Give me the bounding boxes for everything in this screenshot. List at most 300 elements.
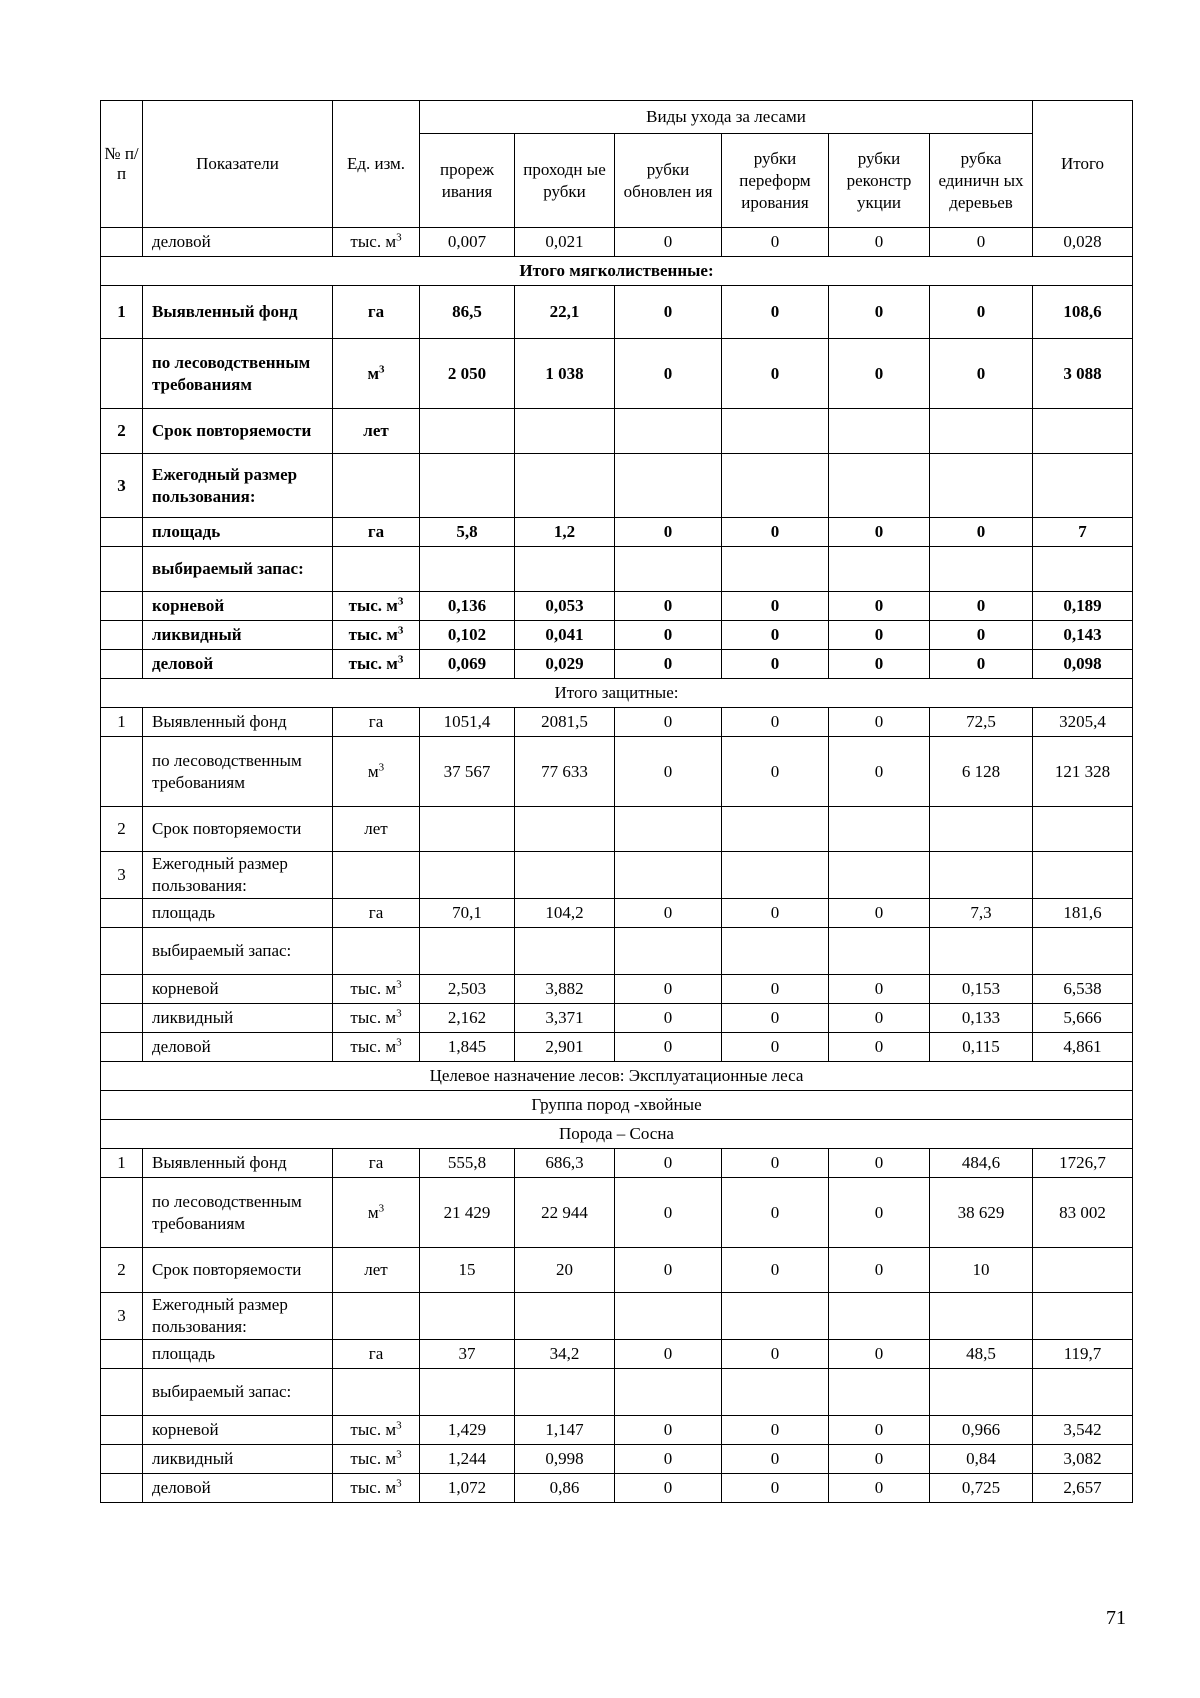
cell-total — [1033, 409, 1133, 454]
unit-text: тыс. м — [348, 625, 398, 644]
cell-value — [829, 409, 930, 454]
cell-value: 0,029 — [515, 650, 615, 679]
cell-value — [722, 852, 829, 899]
forest-care-table-container — [100, 100, 1132, 1503]
cell-value — [722, 547, 829, 592]
row-indicator: ликвидный — [143, 621, 333, 650]
cell-value: 0 — [722, 621, 829, 650]
cell-value: 10 — [930, 1248, 1033, 1293]
cell-value: 0 — [615, 228, 722, 257]
row-indicator: корневой — [143, 975, 333, 1004]
row-unit — [333, 852, 420, 899]
cell-value — [722, 928, 829, 975]
row-num: 1 — [101, 1149, 143, 1178]
header-col-passage-cutting: проходн ые рубки — [515, 134, 615, 228]
cell-value: 0 — [722, 975, 829, 1004]
row-unit — [333, 621, 420, 650]
row-indicator: площадь — [143, 1340, 333, 1369]
cell-value — [615, 852, 722, 899]
table-row — [101, 650, 1133, 679]
table-row — [101, 1293, 1133, 1340]
row-num — [101, 1369, 143, 1416]
cell-value: 0,053 — [515, 592, 615, 621]
cell-value — [515, 928, 615, 975]
row-indicator: Ежегодный размер пользования: — [143, 1293, 333, 1340]
cell-value: 0 — [930, 592, 1033, 621]
cell-value — [420, 454, 515, 518]
table-row — [101, 592, 1133, 621]
cell-value: 0 — [615, 1149, 722, 1178]
cell-value — [829, 807, 930, 852]
table-row — [101, 975, 1133, 1004]
row-indicator: площадь — [143, 899, 333, 928]
cell-value: 1,845 — [420, 1033, 515, 1062]
unit-exponent: 3 — [378, 1201, 385, 1214]
cell-value: 0 — [615, 650, 722, 679]
cell-value: 0 — [722, 650, 829, 679]
cell-total — [1033, 1248, 1133, 1293]
cell-total — [1033, 928, 1133, 975]
header-col-single-tree-cutting: рубка единичн ых деревьев — [930, 134, 1033, 228]
cell-value: 0 — [615, 518, 722, 547]
cell-value — [930, 409, 1033, 454]
cell-value: 2,901 — [515, 1033, 615, 1062]
cell-value: 0,966 — [930, 1416, 1033, 1445]
cell-total: 121 328 — [1033, 737, 1133, 807]
cell-value: 0 — [615, 899, 722, 928]
row-unit — [333, 1033, 420, 1062]
cell-value: 0 — [615, 1474, 722, 1503]
unit-text: м — [367, 761, 379, 781]
row-unit — [333, 339, 420, 409]
row-num — [101, 1178, 143, 1248]
unit-text: тыс. м — [348, 654, 398, 673]
table-row — [101, 409, 1133, 454]
cell-value: 6 128 — [930, 737, 1033, 807]
cell-value — [615, 807, 722, 852]
cell-value: 3,882 — [515, 975, 615, 1004]
row-unit — [333, 1445, 420, 1474]
row-num — [101, 975, 143, 1004]
row-indicator: выбираемый запас: — [143, 547, 333, 592]
row-indicator: деловой — [143, 1033, 333, 1062]
cell-value: 21 429 — [420, 1178, 515, 1248]
cell-value: 0 — [829, 1248, 930, 1293]
row-indicator: Выявленный фонд — [143, 286, 333, 339]
cell-value: 0 — [829, 1033, 930, 1062]
table-body — [101, 228, 1133, 1503]
cell-total: 119,7 — [1033, 1340, 1133, 1369]
cell-value: 0,136 — [420, 592, 515, 621]
cell-value: 0 — [930, 621, 1033, 650]
section-title: Группа пород -хвойные — [101, 1091, 1133, 1120]
row-num: 3 — [101, 454, 143, 518]
table-row — [101, 286, 1133, 339]
cell-value: 7,3 — [930, 899, 1033, 928]
unit-exponent: 3 — [396, 1036, 402, 1049]
cell-value — [515, 1293, 615, 1340]
cell-value: 0 — [829, 592, 930, 621]
unit-exponent: 3 — [396, 1007, 402, 1020]
cell-value: 2,162 — [420, 1004, 515, 1033]
row-unit — [333, 1369, 420, 1416]
cell-total: 181,6 — [1033, 899, 1133, 928]
cell-value: 15 — [420, 1248, 515, 1293]
cell-value — [615, 928, 722, 975]
row-num — [101, 621, 143, 650]
row-indicator: по лесоводственным требованиям — [143, 737, 333, 807]
cell-value: 0 — [722, 708, 829, 737]
page-number: 71 — [1106, 1607, 1126, 1629]
table-row — [101, 228, 1133, 257]
cell-value: 0 — [930, 339, 1033, 409]
row-unit — [333, 286, 420, 339]
cell-value: 0 — [615, 1445, 722, 1474]
cell-total: 0,143 — [1033, 621, 1133, 650]
cell-value — [930, 1293, 1033, 1340]
cell-value: 0 — [615, 286, 722, 339]
unit-exponent: 3 — [396, 1448, 402, 1461]
cell-value: 0 — [722, 228, 829, 257]
cell-value — [420, 928, 515, 975]
section-row — [101, 1120, 1133, 1149]
cell-value: 0,725 — [930, 1474, 1033, 1503]
cell-value: 0 — [722, 1149, 829, 1178]
cell-value: 0 — [722, 737, 829, 807]
unit-text: лет — [363, 421, 389, 440]
cell-value — [420, 807, 515, 852]
cell-value — [829, 547, 930, 592]
cell-value: 0 — [930, 228, 1033, 257]
cell-value: 0 — [615, 1178, 722, 1248]
cell-total: 0,098 — [1033, 650, 1133, 679]
row-num: 3 — [101, 852, 143, 899]
cell-value: 0 — [930, 650, 1033, 679]
cell-value: 0 — [722, 899, 829, 928]
cell-value: 0 — [829, 286, 930, 339]
cell-value: 1,429 — [420, 1416, 515, 1445]
cell-value: 0,84 — [930, 1445, 1033, 1474]
cell-value: 0 — [615, 737, 722, 807]
row-num: 2 — [101, 807, 143, 852]
cell-value: 0 — [615, 1033, 722, 1062]
cell-total: 0,189 — [1033, 592, 1133, 621]
cell-value: 686,3 — [515, 1149, 615, 1178]
header-unit: Ед. изм. — [333, 101, 420, 228]
cell-value: 104,2 — [515, 899, 615, 928]
cell-total — [1033, 1293, 1133, 1340]
header-num: № п/п — [101, 101, 143, 228]
row-unit — [333, 454, 420, 518]
cell-total: 3,542 — [1033, 1416, 1133, 1445]
row-indicator: по лесоводственным требованиям — [143, 339, 333, 409]
cell-value: 555,8 — [420, 1149, 515, 1178]
table-row — [101, 928, 1133, 975]
row-unit — [333, 1178, 420, 1248]
unit-exponent: 3 — [397, 624, 404, 637]
row-num — [101, 737, 143, 807]
cell-total: 108,6 — [1033, 286, 1133, 339]
cell-value — [930, 807, 1033, 852]
cell-value: 1,2 — [515, 518, 615, 547]
cell-total — [1033, 454, 1133, 518]
cell-total: 6,538 — [1033, 975, 1133, 1004]
cell-value: 70,1 — [420, 899, 515, 928]
cell-value: 0 — [615, 339, 722, 409]
unit-exponent: 3 — [396, 231, 402, 244]
row-unit — [333, 928, 420, 975]
cell-value: 0 — [829, 1445, 930, 1474]
row-indicator: выбираемый запас: — [143, 928, 333, 975]
header-col-reconstruction-cutting: рубки реконстр укции — [829, 134, 930, 228]
row-unit — [333, 518, 420, 547]
row-unit — [333, 975, 420, 1004]
cell-total: 4,861 — [1033, 1033, 1133, 1062]
cell-value: 0 — [930, 286, 1033, 339]
cell-value: 0 — [722, 1004, 829, 1033]
row-unit — [333, 1416, 420, 1445]
section-title: Целевое назначение лесов: Эксплуатационные леса — [101, 1062, 1133, 1091]
table-row — [101, 1178, 1133, 1248]
unit-exponent: 3 — [397, 653, 404, 666]
cell-value: 0 — [615, 592, 722, 621]
cell-value: 0,102 — [420, 621, 515, 650]
row-num — [101, 1033, 143, 1062]
cell-total — [1033, 807, 1133, 852]
cell-value: 2081,5 — [515, 708, 615, 737]
row-indicator: Ежегодный размер пользования: — [143, 852, 333, 899]
row-indicator: Выявленный фонд — [143, 708, 333, 737]
row-unit — [333, 708, 420, 737]
header-row-1 — [101, 101, 1133, 134]
cell-value: 0 — [829, 708, 930, 737]
cell-value — [829, 928, 930, 975]
cell-value — [829, 1369, 930, 1416]
unit-exponent: 3 — [397, 595, 404, 608]
header-indicator: Показатели — [143, 101, 333, 228]
row-unit — [333, 592, 420, 621]
cell-value: 0 — [829, 737, 930, 807]
section-title: Итого мягколиственные: — [101, 257, 1133, 286]
cell-value: 0 — [930, 518, 1033, 547]
cell-value: 1,147 — [515, 1416, 615, 1445]
cell-value — [420, 547, 515, 592]
row-unit — [333, 547, 420, 592]
cell-value — [420, 852, 515, 899]
cell-value — [515, 547, 615, 592]
unit-exponent: 3 — [396, 1419, 402, 1432]
cell-value: 2 050 — [420, 339, 515, 409]
unit-text: тыс. м — [348, 596, 398, 615]
row-unit — [333, 1149, 420, 1178]
cell-value: 0 — [829, 1178, 930, 1248]
cell-value — [420, 1369, 515, 1416]
cell-value: 0,86 — [515, 1474, 615, 1503]
section-row — [101, 679, 1133, 708]
row-unit — [333, 1474, 420, 1503]
cell-total: 0,028 — [1033, 228, 1133, 257]
cell-total: 83 002 — [1033, 1178, 1133, 1248]
unit-text: га — [368, 712, 384, 731]
cell-total — [1033, 547, 1133, 592]
row-indicator: ликвидный — [143, 1445, 333, 1474]
forest-care-table — [100, 100, 1133, 1503]
unit-text: тыс. м — [350, 1478, 397, 1497]
cell-value: 5,8 — [420, 518, 515, 547]
row-unit — [333, 409, 420, 454]
row-indicator: корневой — [143, 1416, 333, 1445]
cell-value — [615, 1369, 722, 1416]
row-num: 1 — [101, 708, 143, 737]
unit-text: га — [368, 903, 384, 922]
cell-value — [515, 852, 615, 899]
row-num: 2 — [101, 1248, 143, 1293]
cell-value — [722, 1293, 829, 1340]
cell-value: 0 — [615, 1004, 722, 1033]
cell-value: 0 — [722, 1416, 829, 1445]
cell-total: 1726,7 — [1033, 1149, 1133, 1178]
table-row — [101, 1416, 1133, 1445]
table-row — [101, 1248, 1133, 1293]
cell-value: 0 — [829, 975, 930, 1004]
cell-value: 38 629 — [930, 1178, 1033, 1248]
cell-value: 0 — [722, 1033, 829, 1062]
cell-total: 2,657 — [1033, 1474, 1133, 1503]
header-col-thinning: прореж ивания — [420, 134, 515, 228]
cell-value: 0,998 — [515, 1445, 615, 1474]
cell-value: 20 — [515, 1248, 615, 1293]
cell-value: 0,007 — [420, 228, 515, 257]
cell-value: 0 — [829, 899, 930, 928]
cell-value: 0 — [615, 708, 722, 737]
cell-value: 1 038 — [515, 339, 615, 409]
row-indicator: Срок повторяемости — [143, 409, 333, 454]
cell-value — [615, 454, 722, 518]
row-indicator: Срок повторяемости — [143, 1248, 333, 1293]
row-indicator: Выявленный фонд — [143, 1149, 333, 1178]
cell-value — [515, 409, 615, 454]
row-indicator: по лесоводственным требованиям — [143, 1178, 333, 1248]
table-row — [101, 1149, 1133, 1178]
cell-value: 0 — [722, 339, 829, 409]
cell-value — [515, 807, 615, 852]
cell-value: 0,021 — [515, 228, 615, 257]
header-col-reformation-cutting: рубки переформ ирования — [722, 134, 829, 228]
cell-value: 72,5 — [930, 708, 1033, 737]
row-num — [101, 899, 143, 928]
cell-value: 22 944 — [515, 1178, 615, 1248]
unit-text: тыс. м — [350, 232, 397, 251]
row-num — [101, 547, 143, 592]
cell-value: 37 — [420, 1340, 515, 1369]
cell-total: 3 088 — [1033, 339, 1133, 409]
cell-value: 34,2 — [515, 1340, 615, 1369]
row-indicator: деловой — [143, 650, 333, 679]
cell-value: 0 — [829, 339, 930, 409]
cell-value — [722, 807, 829, 852]
cell-value: 0 — [615, 621, 722, 650]
cell-value: 0 — [615, 1416, 722, 1445]
table-row — [101, 454, 1133, 518]
cell-value: 0,115 — [930, 1033, 1033, 1062]
header-total: Итого — [1033, 101, 1133, 228]
unit-text: тыс. м — [350, 1420, 397, 1439]
section-title: Порода – Сосна — [101, 1120, 1133, 1149]
cell-value — [420, 409, 515, 454]
row-unit — [333, 807, 420, 852]
cell-value — [722, 1369, 829, 1416]
cell-value — [930, 928, 1033, 975]
cell-value — [829, 454, 930, 518]
cell-value: 0 — [722, 518, 829, 547]
table-row — [101, 708, 1133, 737]
row-unit — [333, 228, 420, 257]
row-unit — [333, 1248, 420, 1293]
table-row — [101, 807, 1133, 852]
table-row — [101, 1369, 1133, 1416]
cell-value — [420, 1293, 515, 1340]
cell-value — [615, 547, 722, 592]
cell-value: 2,503 — [420, 975, 515, 1004]
cell-value: 0,153 — [930, 975, 1033, 1004]
unit-text: га — [367, 302, 385, 321]
cell-total — [1033, 852, 1133, 899]
cell-value: 0 — [829, 518, 930, 547]
row-num — [101, 650, 143, 679]
row-num: 2 — [101, 409, 143, 454]
cell-value — [930, 547, 1033, 592]
header-care-types: Виды ухода за лесами — [420, 101, 1033, 134]
cell-value: 0 — [829, 1340, 930, 1369]
table-row — [101, 1445, 1133, 1474]
header-col-renewal-cutting: рубки обновлен ия — [615, 134, 722, 228]
unit-exponent: 3 — [396, 1477, 402, 1490]
row-num — [101, 1004, 143, 1033]
row-unit — [333, 1340, 420, 1369]
cell-value: 1,244 — [420, 1445, 515, 1474]
row-indicator: корневой — [143, 592, 333, 621]
cell-value: 0 — [829, 621, 930, 650]
row-indicator: деловой — [143, 1474, 333, 1503]
cell-value: 0 — [829, 650, 930, 679]
row-unit — [333, 1004, 420, 1033]
cell-value — [515, 454, 615, 518]
cell-value: 0 — [722, 1340, 829, 1369]
unit-text: тыс. м — [350, 1449, 397, 1468]
cell-total: 3205,4 — [1033, 708, 1133, 737]
row-indicator: выбираемый запас: — [143, 1369, 333, 1416]
row-num — [101, 592, 143, 621]
row-num — [101, 518, 143, 547]
cell-value — [615, 1293, 722, 1340]
unit-exponent: 3 — [378, 760, 385, 773]
row-indicator: площадь — [143, 518, 333, 547]
cell-value: 0 — [829, 1416, 930, 1445]
cell-total — [1033, 1369, 1133, 1416]
cell-value: 0 — [722, 1474, 829, 1503]
table-row — [101, 899, 1133, 928]
table-row — [101, 518, 1133, 547]
cell-value — [829, 1293, 930, 1340]
table-header — [101, 101, 1133, 228]
cell-value: 1051,4 — [420, 708, 515, 737]
cell-value: 0 — [829, 228, 930, 257]
unit-text: га — [368, 1153, 384, 1172]
unit-text: лет — [364, 1260, 388, 1279]
row-num: 1 — [101, 286, 143, 339]
cell-value — [829, 852, 930, 899]
table-row — [101, 339, 1133, 409]
